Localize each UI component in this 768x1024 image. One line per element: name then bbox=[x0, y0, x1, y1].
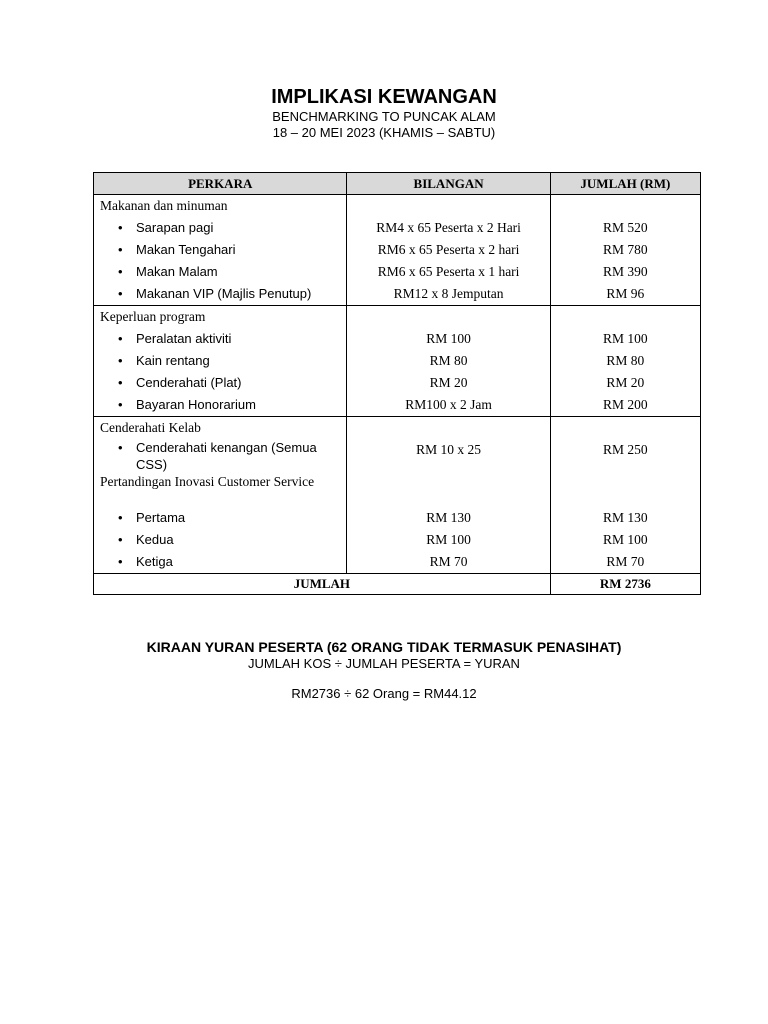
bilangan-value: RM 70 bbox=[429, 554, 468, 569]
bilangan-value: RM 130 bbox=[426, 510, 471, 525]
header-bilangan: BILANGAN bbox=[347, 173, 550, 195]
jumlah-value: RM 250 bbox=[603, 442, 648, 457]
jumlah-value: RM 20 bbox=[606, 375, 645, 390]
section-category: Makanan dan minuman bbox=[100, 198, 228, 213]
jumlah-value: RM 100 bbox=[603, 331, 648, 346]
list-item: • Cenderahati kenangan (Semua CSS) bbox=[118, 440, 317, 472]
bullet-icon: • bbox=[118, 264, 123, 279]
header-perkara: PERKARA bbox=[94, 173, 347, 195]
list-item: • Kain rentang bbox=[94, 350, 346, 372]
section-subcategory: Pertandingan Inovasi Customer Service bbox=[100, 474, 315, 489]
bullet-icon: • bbox=[118, 440, 123, 455]
list-item: • Peralatan aktiviti bbox=[94, 328, 346, 350]
jumlah-value: RM 520 bbox=[603, 220, 648, 235]
list-item: • Sarapan pagi bbox=[94, 217, 346, 239]
bilangan-value: RM6 x 65 Peserta x 2 hari bbox=[377, 242, 520, 257]
document-subtitle: BENCHMARKING TO PUNCAK ALAM bbox=[272, 109, 496, 124]
section-jumlah-cell bbox=[550, 195, 700, 306]
bilangan-value: RM12 x 8 Jemputan bbox=[393, 286, 504, 301]
section-perkara-cell bbox=[94, 195, 347, 306]
financial-table bbox=[93, 172, 701, 595]
list-item: • Makan Malam bbox=[94, 261, 346, 283]
jumlah-value: RM 130 bbox=[603, 510, 648, 525]
section-perkara-cell bbox=[94, 306, 347, 417]
bullet-icon: • bbox=[118, 532, 123, 547]
document-title: IMPLIKASI KEWANGAN bbox=[271, 86, 497, 108]
total-label: JUMLAH bbox=[94, 574, 551, 595]
bilangan-value: RM100 x 2 Jam bbox=[405, 397, 492, 412]
total-row bbox=[94, 574, 701, 595]
section-category: Cenderahati Kelab bbox=[100, 420, 201, 435]
total-value: RM 2736 bbox=[550, 574, 700, 595]
table-section-keperluan bbox=[94, 306, 701, 417]
bullet-icon: • bbox=[118, 397, 123, 412]
document-date: 18 – 20 MEI 2023 (KHAMIS – SABTU) bbox=[272, 125, 496, 140]
jumlah-value: RM 96 bbox=[606, 286, 645, 301]
list-item: • Makanan VIP (Majlis Penutup) bbox=[94, 283, 346, 305]
table-header-row bbox=[94, 173, 701, 195]
fee-calculation-title: KIRAAN YURAN PESERTA (62 ORANG TIDAK TERMASUK PENASIHAT) bbox=[146, 639, 622, 655]
jumlah-value: RM 70 bbox=[606, 554, 645, 569]
section-category: Keperluan program bbox=[100, 309, 206, 324]
bullet-icon: • bbox=[118, 554, 123, 569]
jumlah-value: RM 200 bbox=[603, 397, 648, 412]
section-jumlah-cell bbox=[550, 417, 700, 574]
section-jumlah-cell bbox=[550, 306, 700, 417]
bilangan-value: RM 10 x 25 bbox=[416, 442, 482, 457]
list-item: • Ketiga bbox=[94, 551, 346, 573]
list-item: • Pertama bbox=[94, 507, 346, 529]
fee-result: RM2736 ÷ 62 Orang = RM44.12 bbox=[291, 686, 477, 701]
jumlah-value: RM 780 bbox=[603, 242, 648, 257]
bullet-icon: • bbox=[118, 353, 123, 368]
jumlah-value: RM 390 bbox=[603, 264, 648, 279]
bullet-icon: • bbox=[118, 510, 123, 525]
header-jumlah: JUMLAH (RM) bbox=[550, 173, 700, 195]
table-section-cenderahati bbox=[94, 417, 701, 574]
list-item: • Kedua bbox=[94, 529, 346, 551]
bilangan-value: RM 100 bbox=[426, 532, 471, 547]
list-item: • Cenderahati (Plat) bbox=[94, 372, 346, 394]
jumlah-value: RM 100 bbox=[603, 532, 648, 547]
section-perkara-cell bbox=[94, 417, 347, 574]
list-item: • Bayaran Honorarium bbox=[94, 394, 346, 416]
bilangan-value: RM6 x 65 Peserta x 1 hari bbox=[377, 264, 520, 279]
bilangan-value: RM 100 bbox=[426, 331, 471, 346]
section-bilangan-cell bbox=[347, 195, 550, 306]
jumlah-value: RM 80 bbox=[606, 353, 645, 368]
bullet-icon: • bbox=[118, 331, 123, 346]
bilangan-value: RM 20 bbox=[429, 375, 468, 390]
table-section-makanan bbox=[94, 195, 701, 306]
bilangan-value: RM 80 bbox=[429, 353, 468, 368]
bullet-icon: • bbox=[118, 286, 123, 301]
bilangan-value: RM4 x 65 Peserta x 2 Hari bbox=[376, 220, 521, 235]
bullet-icon: • bbox=[118, 242, 123, 257]
section-bilangan-cell bbox=[347, 306, 550, 417]
fee-formula: JUMLAH KOS ÷ JUMLAH PESERTA = YURAN bbox=[248, 656, 520, 671]
section-bilangan-cell bbox=[347, 417, 550, 574]
list-item: • Makan Tengahari bbox=[94, 239, 346, 261]
bullet-icon: • bbox=[118, 220, 123, 235]
bullet-icon: • bbox=[118, 375, 123, 390]
